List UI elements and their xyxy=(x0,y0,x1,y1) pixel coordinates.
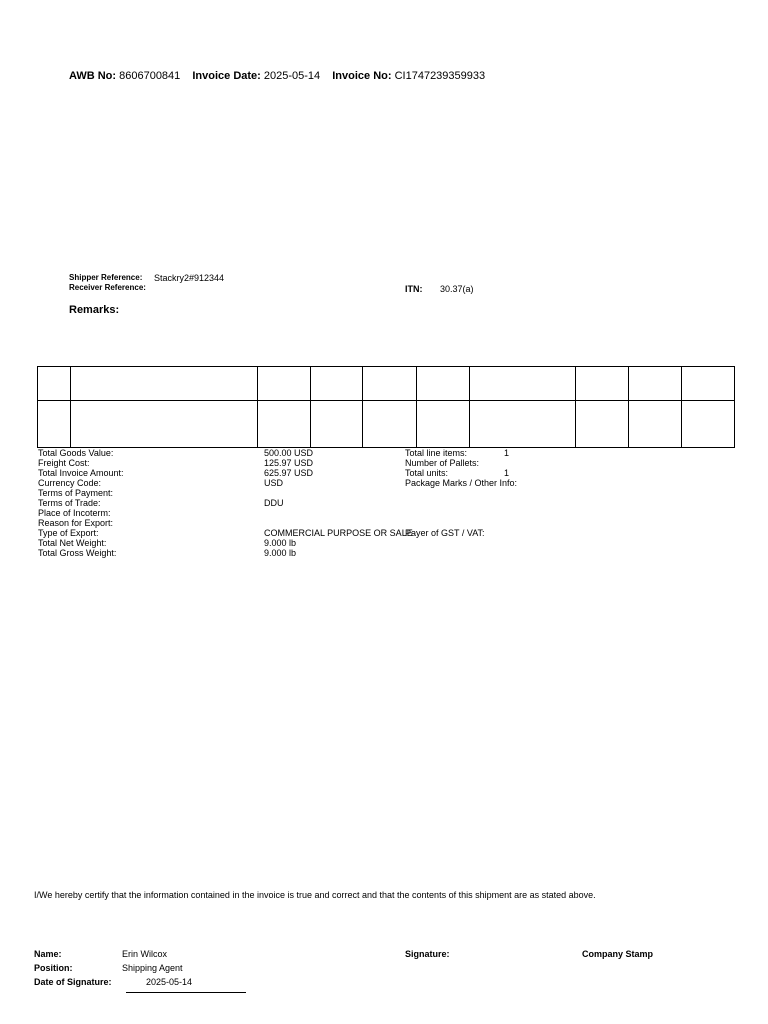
table-cell xyxy=(38,401,71,448)
itn-label: ITN: xyxy=(405,284,423,294)
table-cell xyxy=(470,401,576,448)
shipper-reference-label: Shipper Reference: xyxy=(69,273,143,282)
summary-label: Reason for Export: xyxy=(38,518,114,528)
summary-value: DDU xyxy=(264,498,284,508)
table-cell xyxy=(258,401,311,448)
table-header-row xyxy=(38,367,735,401)
receiver-reference-label: Receiver Reference: xyxy=(69,283,146,292)
summary-value: 9.000 lb xyxy=(264,538,297,548)
summary-label: Total Net Weight: xyxy=(38,538,107,548)
awb-label: AWB No: xyxy=(69,70,117,82)
table-cell xyxy=(629,367,682,401)
summary-value xyxy=(264,518,413,528)
table-cell xyxy=(71,367,258,401)
date-of-signature-value: 2025-05-14 xyxy=(146,977,193,987)
name-value: Erin Wilcox xyxy=(122,949,168,959)
table-cell xyxy=(629,401,682,448)
summary-value: 625.97 USD xyxy=(264,468,314,478)
package-marks-label: Package Marks / Other Info: xyxy=(405,478,518,488)
total-units-value: 1 xyxy=(504,468,510,478)
table-cell xyxy=(576,367,629,401)
invoice-header xyxy=(69,70,485,82)
summary-value: USD xyxy=(264,478,284,488)
invoice-no-value: CI1747239359933 xyxy=(394,70,486,82)
remarks-label: Remarks: xyxy=(69,304,120,316)
name-label: Name: xyxy=(34,949,62,959)
summary-label: Freight Cost: xyxy=(38,458,90,468)
summary-value: 125.97 USD xyxy=(264,458,314,468)
total-line-items-value: 1 xyxy=(504,448,510,458)
summary-values xyxy=(264,448,413,558)
table-cell xyxy=(576,401,629,448)
summary-value: COMMERCIAL PURPOSE OR SALE xyxy=(264,528,413,538)
summary-label: Total Goods Value: xyxy=(38,448,114,458)
summary-left xyxy=(38,448,124,558)
total-units-label: Total units: xyxy=(405,468,449,478)
table-cell xyxy=(311,367,363,401)
summary-label: Type of Export: xyxy=(38,528,99,538)
table-cell xyxy=(363,401,417,448)
summary-value xyxy=(264,488,413,498)
summary-label: Total Gross Weight: xyxy=(38,548,117,558)
table-cell xyxy=(311,401,363,448)
summary-value: 500.00 USD xyxy=(264,448,314,458)
awb-value: 8606700841 xyxy=(119,70,181,82)
signature-date-underline xyxy=(126,992,246,993)
itn-value: 30.37(a) xyxy=(440,284,474,294)
company-stamp-label: Company Stamp xyxy=(582,949,654,959)
certification-text: I/We hereby certify that the information contained in the invoice is true and correct and that the contents of this shipment are as stated above. xyxy=(34,890,596,900)
table-cell xyxy=(38,367,71,401)
table-cell xyxy=(71,401,258,448)
position-label: Position: xyxy=(34,963,73,973)
invoice-date-value: 2025-05-14 xyxy=(263,70,321,82)
table-cell xyxy=(417,401,470,448)
position-value: Shipping Agent xyxy=(122,963,183,973)
invoice-date-label: Invoice Date: xyxy=(192,70,261,82)
table-cell xyxy=(363,367,417,401)
table-cell xyxy=(258,367,311,401)
line-items-table xyxy=(37,366,735,448)
table-row xyxy=(38,401,735,448)
summary-value: 9.000 lb xyxy=(264,548,297,558)
summary-value xyxy=(264,508,413,518)
signature-label: Signature: xyxy=(405,949,450,959)
table-cell xyxy=(682,401,735,448)
summary-label: Currency Code: xyxy=(38,478,102,488)
date-of-signature-label: Date of Signature: xyxy=(34,977,112,987)
table-cell xyxy=(682,367,735,401)
table-cell xyxy=(417,367,470,401)
summary-label: Total Invoice Amount: xyxy=(38,468,124,478)
table-cell xyxy=(470,367,576,401)
number-of-pallets-label: Number of Pallets: xyxy=(405,458,480,468)
summary-label: Place of Incoterm: xyxy=(38,508,111,518)
summary-label: Terms of Trade: xyxy=(38,498,101,508)
invoice-no-label: Invoice No: xyxy=(332,70,392,82)
gst-payer-label: Payer of GST / VAT: xyxy=(405,528,485,538)
summary-label: Terms of Payment: xyxy=(38,488,114,498)
total-line-items-label: Total line items: xyxy=(405,448,468,458)
shipper-reference-value: Stackry2#912344 xyxy=(154,273,225,283)
